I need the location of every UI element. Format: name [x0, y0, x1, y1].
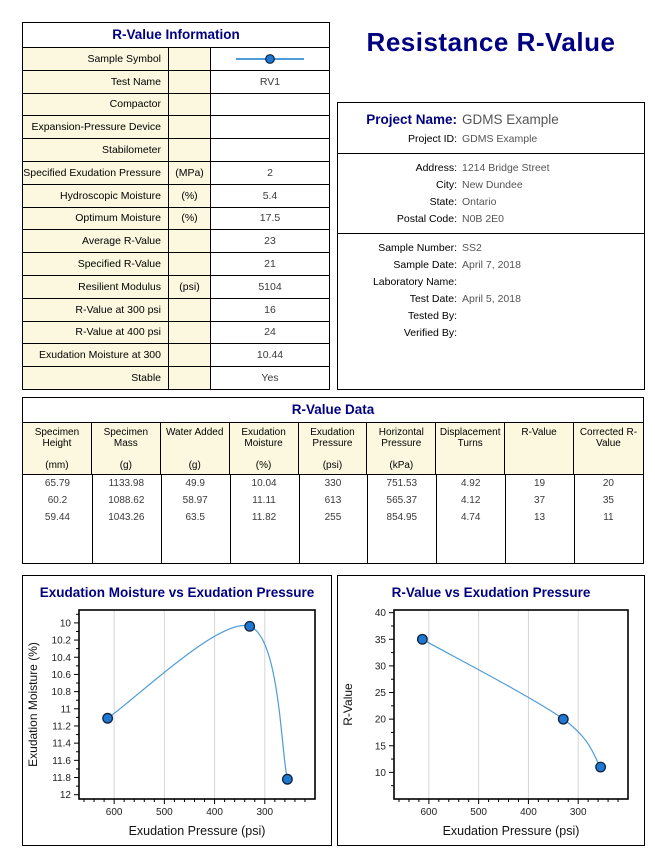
info-row — [23, 343, 329, 366]
info-row-label: Test Name — [23, 71, 169, 93]
table-cell: 1043.26 — [108, 512, 145, 523]
info-row — [23, 321, 329, 344]
info-row-label: Expansion-Pressure Device — [23, 116, 169, 138]
y-tick-label: 10.6 — [51, 669, 71, 681]
project-field-row — [346, 325, 636, 342]
field-label: Tested By: — [407, 310, 457, 322]
table-cell: 11.11 — [252, 495, 276, 506]
table-cell: 49.9 — [185, 478, 205, 489]
info-row-label: Specified Exudation Pressure — [23, 162, 169, 184]
field-label: Project Name: — [366, 112, 457, 127]
y-axis-label: R-Value — [341, 683, 355, 726]
x-tick-label: 400 — [520, 807, 537, 818]
info-row-unit — [169, 367, 211, 389]
y-tick-label: 11.6 — [52, 755, 71, 767]
info-row-unit: (psi) — [169, 276, 211, 298]
table-cell: 59.44 — [44, 512, 70, 523]
sample-section — [338, 233, 644, 389]
y-axis-label: Exudation Moisture (%) — [26, 642, 40, 767]
column-header-name: Exudation Moisture — [241, 427, 286, 449]
column-separator — [230, 475, 231, 563]
project-field-row — [346, 177, 636, 194]
column-separator — [92, 475, 93, 563]
column-header-unit: (g) — [119, 460, 132, 471]
data-point-marker — [283, 774, 293, 784]
field-value: 1214 Bridge Street — [462, 162, 550, 174]
y-tick-label: 11.8 — [52, 773, 71, 785]
table-row — [23, 509, 643, 526]
table-cell: 565.37 — [386, 495, 418, 506]
info-row-unit — [169, 322, 211, 344]
info-row-label: Optimum Moisture — [23, 208, 169, 230]
info-row-unit — [169, 48, 211, 70]
y-tick-label: 25 — [374, 688, 386, 700]
data-point-marker — [558, 714, 568, 724]
column-header-name: R-Value — [521, 427, 557, 438]
info-row — [23, 184, 329, 207]
address-section — [338, 153, 644, 233]
table-cell: 4.92 — [460, 478, 481, 489]
data-table-title: R-Value Data — [23, 398, 643, 423]
field-value: New Dundee — [462, 179, 523, 191]
info-row-unit — [169, 230, 211, 252]
field-label: State: — [429, 196, 457, 208]
project-field-row — [346, 109, 636, 131]
table-cell: 854.95 — [386, 512, 418, 523]
info-row-unit — [169, 71, 211, 93]
data-point-marker — [418, 634, 428, 644]
project-field-row — [346, 211, 636, 228]
table-cell: 613 — [324, 495, 342, 506]
y-tick-label: 10.2 — [51, 635, 71, 647]
field-label: Project ID: — [407, 133, 457, 145]
info-row-value — [211, 139, 329, 161]
info-row-unit — [169, 116, 211, 138]
info-row-value: 5.4 — [262, 189, 278, 202]
column-header-unit: (mm) — [45, 460, 69, 471]
table-cell: 35 — [602, 495, 614, 506]
y-tick-label: 11 — [60, 704, 71, 716]
project-field-row — [346, 240, 636, 257]
column-header-name: Displacement Turns — [439, 427, 501, 449]
column-header-name: Specimen Height — [34, 427, 80, 449]
table-cell: 58.97 — [182, 495, 208, 506]
info-row-label: Exudation Moisture at 300 — [23, 344, 169, 366]
table-cell: 330 — [324, 478, 342, 489]
project-info-box — [337, 102, 645, 390]
info-row-value: 2 — [267, 166, 273, 179]
info-row-unit — [169, 299, 211, 321]
info-row-value: 21 — [264, 258, 276, 271]
x-tick-label: 300 — [256, 807, 274, 818]
info-row-unit: (%) — [169, 208, 211, 230]
page-title: Resistance R-Value — [366, 27, 616, 57]
info-row-label: Resilient Modulus — [23, 276, 169, 298]
table-cell: 10.04 — [251, 478, 277, 489]
column-header-name: Corrected R-Value — [579, 427, 638, 449]
series-line — [422, 639, 600, 767]
column-header — [23, 423, 92, 474]
table-cell: 11 — [603, 512, 614, 523]
column-separator — [299, 475, 300, 563]
table-cell: 19 — [534, 478, 546, 489]
field-label: City: — [436, 179, 457, 191]
table-cell: 1088.62 — [108, 495, 145, 506]
info-row — [23, 161, 329, 184]
field-value: April 5, 2018 — [462, 293, 521, 305]
table-cell: 4.12 — [460, 495, 481, 506]
y-tick-label: 30 — [374, 661, 386, 673]
info-row-value: 10.44 — [256, 349, 284, 362]
y-tick-label: 11.2 — [52, 721, 71, 733]
chart-title: Exudation Moisture vs Exudation Pressure — [39, 585, 315, 600]
table-cell: 11.82 — [251, 512, 277, 523]
y-tick-label: 10.4 — [51, 652, 71, 664]
x-tick-label: 500 — [470, 807, 487, 818]
info-row-unit: (%) — [169, 185, 211, 207]
project-field-row — [346, 308, 636, 325]
table-cell: 60.2 — [47, 495, 68, 506]
info-row — [23, 366, 329, 389]
column-header — [92, 423, 161, 474]
table-cell: 20 — [602, 478, 614, 489]
x-tick-label: 400 — [206, 807, 223, 818]
column-header-unit: (g) — [188, 460, 201, 471]
data-point-marker — [596, 762, 606, 772]
y-tick-label: 10 — [374, 767, 386, 779]
info-row-value — [211, 116, 329, 138]
r-value-data-table — [22, 397, 644, 564]
column-header-unit: (psi) — [322, 460, 343, 471]
project-field-row — [346, 194, 636, 211]
chart-title: R-Value vs Exudation Pressure — [391, 585, 591, 600]
info-row-label: Sample Symbol — [23, 48, 169, 70]
column-separator — [574, 475, 575, 563]
column-header — [161, 423, 230, 474]
column-header — [230, 423, 299, 474]
info-row — [23, 138, 329, 161]
info-row — [23, 229, 329, 252]
chart-exudation-moisture-vs-pressure — [22, 575, 332, 846]
project-field-row — [346, 131, 636, 148]
x-tick-label: 500 — [156, 807, 173, 818]
table-cell: 37 — [534, 495, 546, 506]
field-value: N0B 2E0 — [462, 213, 505, 225]
field-label: Sample Date: — [393, 259, 457, 271]
y-tick-label: 12 — [59, 790, 71, 802]
info-row — [23, 70, 329, 93]
field-value: SS2 — [462, 242, 482, 254]
column-header — [299, 423, 368, 474]
data-point-marker — [245, 622, 255, 632]
column-header-name: Exudation Pressure — [310, 427, 355, 449]
info-row — [23, 252, 329, 275]
info-row-label: Specified R-Value — [23, 253, 169, 275]
info-row-label: R-Value at 300 psi — [23, 299, 169, 321]
info-row — [23, 207, 329, 230]
column-header-name: Specimen Mass — [103, 427, 149, 449]
table-cell: 65.79 — [44, 478, 70, 489]
data-table-header — [23, 423, 643, 475]
info-row-unit: (MPa) — [169, 162, 211, 184]
column-header — [367, 423, 436, 474]
data-table-body — [23, 475, 643, 563]
y-tick-label: 15 — [374, 741, 386, 753]
x-axis-label: Exudation Pressure (psi) — [128, 824, 266, 838]
info-row-unit — [169, 344, 211, 366]
table-cell: 13 — [534, 512, 546, 523]
table-cell: 63.5 — [185, 512, 205, 523]
chart-canvas — [23, 604, 331, 845]
project-field-row — [346, 274, 636, 291]
field-value: Ontario — [462, 196, 497, 208]
column-separator — [161, 475, 162, 563]
info-row-unit — [169, 94, 211, 116]
info-table-title: R-Value Information — [23, 23, 329, 48]
field-label: Sample Number: — [378, 242, 457, 254]
info-row-label: Stable — [23, 367, 169, 389]
y-tick-label: 35 — [374, 634, 386, 646]
info-row-value: Yes — [261, 372, 279, 385]
project-section — [338, 103, 644, 153]
table-row — [23, 475, 643, 492]
info-row-value: 17.5 — [259, 212, 281, 225]
table-cell: 255 — [324, 512, 342, 523]
x-tick-label: 600 — [420, 807, 438, 818]
info-row — [23, 275, 329, 298]
field-label: Verified By: — [403, 327, 457, 339]
y-tick-label: 40 — [374, 608, 386, 620]
sample-symbol-icon — [230, 53, 310, 65]
column-header — [574, 423, 643, 474]
info-row-value: RV1 — [259, 75, 281, 88]
series-line — [108, 625, 288, 779]
chart-r-value-vs-pressure — [337, 575, 645, 846]
info-row-value — [211, 48, 329, 70]
field-label: Laboratory Name: — [372, 276, 457, 288]
x-axis-label: Exudation Pressure (psi) — [442, 824, 580, 838]
chart-svg — [338, 604, 644, 845]
chart-svg — [23, 604, 331, 845]
x-tick-label: 300 — [569, 807, 587, 818]
table-cell: 4.74 — [460, 512, 481, 523]
table-cell: 1133.98 — [108, 478, 145, 489]
column-separator — [367, 475, 368, 563]
x-tick-label: 600 — [105, 807, 123, 818]
project-field-row — [346, 160, 636, 177]
info-row — [23, 298, 329, 321]
column-header-unit: (kPa) — [389, 460, 414, 471]
field-value: GDMS Example — [462, 133, 538, 145]
column-separator — [505, 475, 506, 563]
field-label: Postal Code: — [396, 213, 457, 225]
chart-canvas — [338, 604, 644, 845]
info-row-label: Average R-Value — [23, 230, 169, 252]
info-row-label: Hydroscopic Moisture — [23, 185, 169, 207]
info-row-unit — [169, 253, 211, 275]
r-value-information-table — [22, 22, 330, 390]
column-header — [505, 423, 574, 474]
project-field-row — [346, 257, 636, 274]
info-row — [23, 115, 329, 138]
info-row-value — [211, 94, 329, 116]
info-row-label: R-Value at 400 psi — [23, 322, 169, 344]
column-header-name: Water Added — [165, 427, 224, 438]
y-tick-label: 10.8 — [51, 687, 71, 699]
info-row-label: Compactor — [23, 94, 169, 116]
column-header-name: Horizontal Pressure — [378, 427, 424, 449]
info-row-label: Stabilometer — [23, 139, 169, 161]
data-point-marker — [103, 713, 113, 723]
field-value: April 7, 2018 — [462, 259, 521, 271]
info-row-value: 16 — [264, 303, 276, 316]
info-row — [23, 48, 329, 70]
field-label: Test Date: — [409, 293, 457, 305]
info-table-rows — [23, 48, 329, 389]
field-label: Address: — [415, 162, 457, 174]
info-row — [23, 93, 329, 116]
project-field-row — [346, 291, 636, 308]
column-separator — [436, 475, 437, 563]
field-value: GDMS Example — [462, 112, 559, 127]
y-tick-label: 11.4 — [52, 738, 71, 750]
table-row — [23, 492, 643, 509]
info-row-value: 23 — [264, 235, 276, 248]
y-tick-label: 10 — [59, 618, 71, 630]
info-row-unit — [169, 139, 211, 161]
table-cell: 751.53 — [386, 478, 418, 489]
column-header-unit: (%) — [255, 460, 272, 471]
y-tick-label: 20 — [374, 714, 386, 726]
info-row-value: 5104 — [258, 280, 282, 293]
column-header — [436, 423, 505, 474]
info-row-value: 24 — [264, 326, 276, 339]
